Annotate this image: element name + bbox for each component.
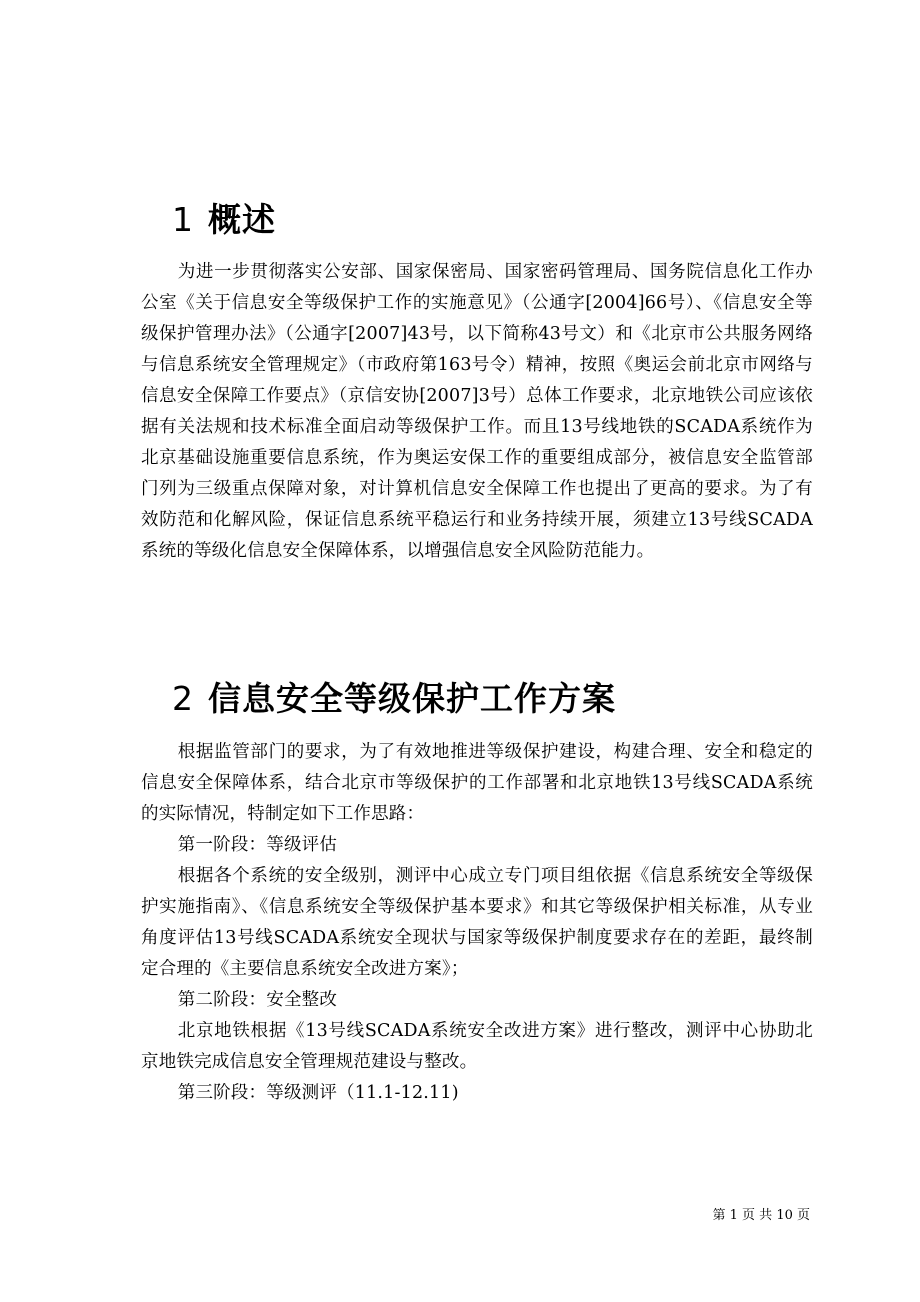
phase-1-heading: 第一阶段：等级评估 [177, 835, 338, 855]
phase-3-heading: 第三阶段：等级测评（11.1-12.11) [177, 1083, 459, 1103]
section-1-title: 概述 [208, 200, 276, 239]
section-2-intro-paragraph: 根据监管部门的要求，为了有效地推进等级保护建设，构建合理、安全和稳定的信息安全保障体系，结合北京市等级保护的工作部署和北京地铁13号线SCADA系统的实际情况，特制定如下工作思路： [141, 742, 813, 824]
phase-1-description: 根据各个系统的安全级别，测评中心成立专门项目组依据《信息系统安全等级保护实施指南》、《信息系统安全等级保护基本要求》和其它等级保护相关标准，从专业角度评估13号线SCADA系统安全现状与国家等级保护制度要求存在的差距，最终制定合理的《主要信息系统安全改进方案》； [141, 866, 813, 979]
section-1-paragraph: 为进一步贯彻落实公安部、国家保密局、国家密码管理局、国务院信息化工作办公室《关于信息安全等级保护工作的实施意见》（公通字[2004]66号）、《信息安全等级保护管理办法》（公通字[2007]43号，以下简称43号文）和《北京市公共服务网络与信息系统安全管理规定》（市政府第163号令）精神，按照《奥运会前北京市网络与信息安全保障工作要点》（京信安协[2007]3号）总体工作要求，北京地铁公司应该依据有关法规和技术标准全面启动等级保护工作。而且13号线地铁的SCADA系统作为北京基础设施重要信息系统，作为奥运安保工作的重要组成部分，被信息安全监管部门列为三级重点保障对象，对计算机信息安全保障工作也提出了更高的要求。为了有效防范和化解风险，保证信息系统平稳运行和业务持续开展，须建立13号线SCADA系统的等级化信息安全保障体系，以增强信息安全风险防范能力。 [141, 262, 813, 561]
section-2-body [141, 737, 813, 1109]
phase-2-description: 北京地铁根据《13号线SCADA系统安全改进方案》进行整改，测评中心协助北京地铁完成信息安全管理规范建设与整改。 [141, 1021, 813, 1072]
section-1-number: 1 [172, 200, 194, 239]
section-2-number: 2 [172, 679, 194, 718]
page-number-footer: 第 1 页 共 10 页 [712, 1208, 810, 1223]
section-1-heading [172, 200, 276, 240]
section-2-heading [172, 679, 616, 719]
section-2-title: 信息安全等级保护工作方案 [208, 679, 616, 718]
section-1-body [141, 257, 813, 567]
phase-2-heading: 第二阶段：安全整改 [177, 990, 338, 1010]
